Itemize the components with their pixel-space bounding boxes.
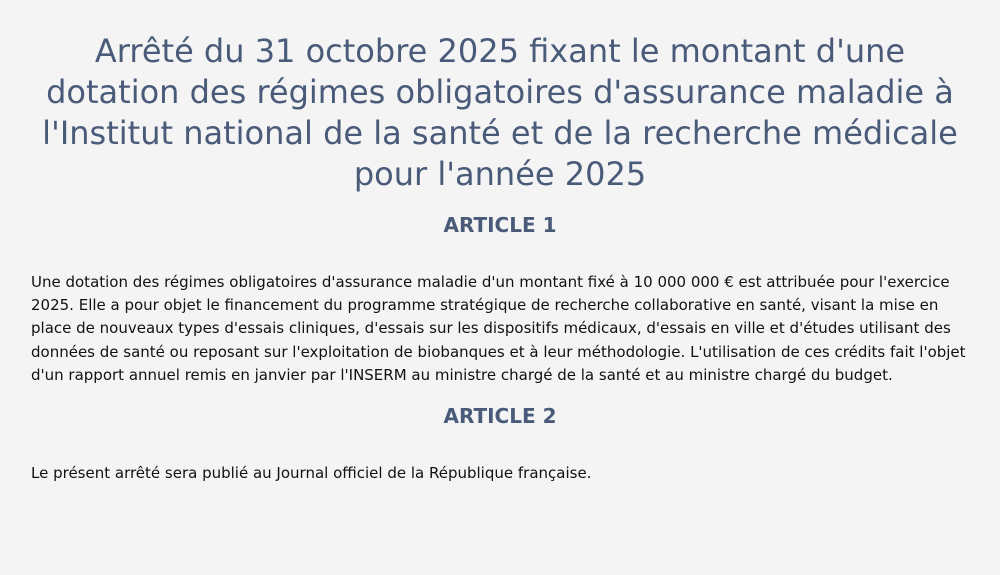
article-1 — [31, 213, 969, 387]
article-1-body: Une dotation des régimes obligatoires d'assurance maladie d'un montant fixé à 10 000 000 € est attribuée pour l'exercice 2025. Elle a pour objet le financement du programme stratégique de recherche collaborative en santé, visant la mise en place de nouveaux types d'essais cliniques, d'essais sur les dispositifs médicaux, d'essais en ville et d'études utilisant des données de santé ou reposant sur l'exploitation de biobanques et à leur méthodologie. L'utilisation de ces crédits fait l'objet d'un rapport annuel remis en janvier par l'INSERM au ministre chargé de la santé et au ministre chargé du budget. — [31, 273, 966, 384]
article-2-heading: ARTICLE 2 — [443, 404, 557, 429]
document-title: Arrêté du 31 octobre 2025 fixant le montant d'une dotation des régimes obligatoires d'assurance maladie à l'Institut national de la santé et de la recherche médicale pour l'année 2025 — [42, 32, 958, 193]
article-2 — [31, 404, 969, 485]
article-2-body: Le présent arrêté sera publié au Journal officiel de la République française. — [31, 464, 592, 483]
document-page — [0, 31, 1000, 485]
article-1-heading: ARTICLE 1 — [443, 213, 557, 237]
